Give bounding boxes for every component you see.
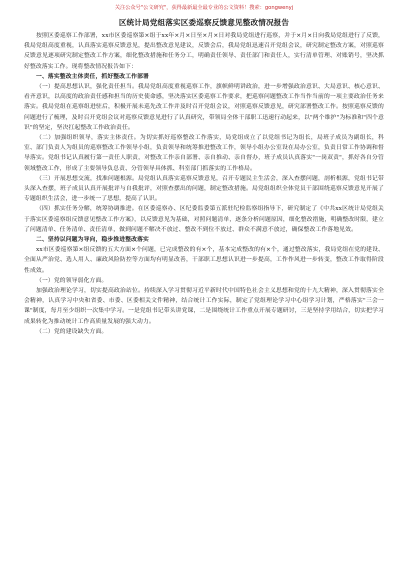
document-title: 区统计局党组落实区委巡察反馈意见整改情况报告 xyxy=(118,18,290,27)
intro-paragraph: 按照区委巡察工作部署，xx市区委巡察第×组于xx年×月×日至×月×日对我局党组进行巡察，并于×月×日向我局党组进行了反馈，我局党组高度重视，认真落实巡察反馈意见，提出整改意见建议，反馈会后，我局党组迅速召开党组会议，研究制定整改方案，对照巡察反馈意见逐项研究制定整改工作方案，细化整改措施和任务分工，明确责任领导、责任部门和责任人，实行清单管理、对账销号，坚决抓好整改落实工作。现将整改情况报告如下： xyxy=(24,33,384,70)
document-page xyxy=(24,17,384,337)
section-paragraph: xx市区委巡察第×组反馈的五大方面×个问题，已完成整改的有×个，基本完成整改的有×个，通过整改落实，我局党组在党的建设、全面从严治党、选人用人、廉政风险防控等方面均有明显改善，干部职工思想认识进一步提高，工作作风进一步转变，整改工作取得阶段性成效。 xyxy=(24,247,384,274)
section-paragraph: （三）开展思想交流，找准问题根源。局党组认真落实巡察反馈意见，召开专题民主生活会，深入查摆问题，剖析根源，党组书记带头深入查摆，班子成员认真开展批评与自我批评，对照查摆出的问题，制定整改措施。局党组组织全体党员干部围绕巡察反馈意见开展了专题组织生活会，进一步统一了思想，提高了认识。 xyxy=(24,175,384,203)
subsection-paragraph: 加强政治理论学习，切实提高政治站位。持续深入学习贯彻习近平新时代中国特色社会主义思想和党的十九大精神，深入贯彻落实全会精神，认真学习中央和省委、市委、区委相关文件精神，结合统计工作实际，制定了党组理论学习中心组学习计划，严格落实"三会一课"制度，每月至少组织一次集中学习。一是党组书记带头讲党课，二是围绕统计工作重点开展专题研讨，三是坚持学用结合，切实把学习成果转化为推动统计工作高质量发展的强大动力。 xyxy=(24,288,384,325)
header-note: 关注公众号"公文研究"，获得最新最全最专业的公文资料！搜索：gongwenyj xyxy=(114,5,294,11)
subsection-heading: （二）党的建设缺失方面。 xyxy=(36,328,108,335)
section-paragraph: （一）提高思想认识，强化责任担当。我局党组高度重视巡察工作，旗帜鲜明讲政治，进一步增强政治意识、大局意识、核心意识、看齐意识，以高度的政治责任感和担当的历史使命感，坚决落实区委巡察工作要求，把巡察问题整改工作当作当前的一项主要政治任务来落实。我局党组在巡察组进驻后，积极开展未巡先改工作并及时召开党组会议，对照巡察反馈意见，研究部署整改工作。按照巡察反馈的问题进行了梳理，及时召开党组会议对巡察反馈意见进行了认真研究，带领局全体干部职工迅速行动起来，以"两个维护"为标准和"四个意识"的坚定，坚决扛起整改工作政治责任。 xyxy=(24,84,384,131)
section-heading: 二、坚持以问题为导向，稳步推进整改落实 xyxy=(36,237,149,244)
section-paragraph: （二）加强组织领导，落实主体责任。为切实抓好巡察整改工作落实，局党组成立了以党组书记为组长，局班子成员为副组长，科室、部门负责人为组员的巡察整改工作领导小组，负责领导和统筹推进整改工作，领导小组办公室设在局办公室，负责日常工作协调和督导落实。党组书记认真履行第一责任人职责，对整改工作亲自部署、亲自推动、亲自督办，班子成员认真落实"一岗双责"，抓好各自分管领域整改工作，形成了主要领导负总责、分管领导具体抓、科室部门抓落实的工作格局。 xyxy=(24,135,384,172)
section-paragraph: （四）抓实任务分解，统筹协调推进。在区委巡察办、区纪委监委第五派驻纪检监察组指导下，研究制定了《中共xx区统计局党组关于落实区委巡察组反馈意见整改工作方案》，以反馈意见为基础，对照问题清单，逐条分析问题原因，细化整改措施，明确整改时限，建立了问题清单、任务清单、责任清单，做到问题不解决不放过、整改不到位不放过、群众不满意不放过，确保整改工作落地见效。 xyxy=(24,206,384,233)
section-heading: 一、落实整改主体责任，抓好整改工作部署 xyxy=(36,73,149,80)
subsection-heading: （一）党的领导弱化方面。 xyxy=(36,277,108,284)
